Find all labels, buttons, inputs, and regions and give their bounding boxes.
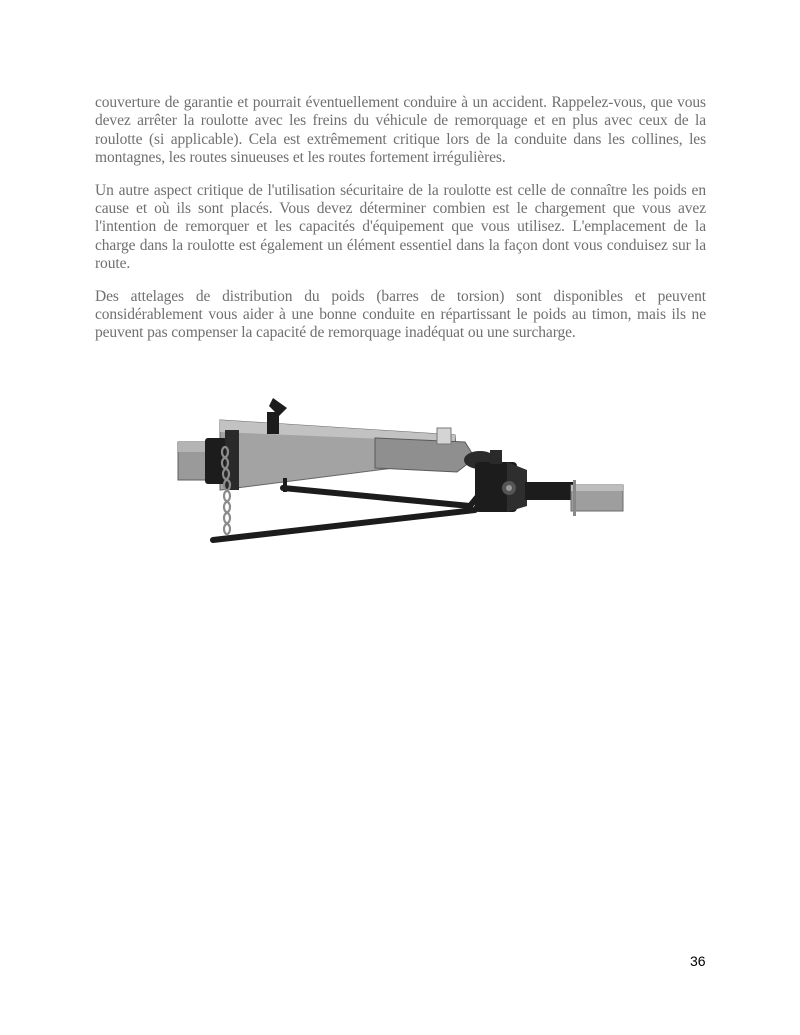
weight-distribution-hitch-icon bbox=[175, 390, 625, 550]
hitch-shank bbox=[525, 480, 623, 516]
paragraph-2: Un autre aspect critique de l'utilisation sécuritaire de la roulotte est celle de connaître les poids en cause et où ils sont placés. Vous devez déterminer combien est le chargement que vous avez l'intention de remorquer et les capacités d'équipement que vous utilisez. L'emplacement de la charge dans la roulotte est également un élément essentiel dans la façon dont vous conduisez sur la route. bbox=[95, 181, 706, 273]
paragraph-1: couverture de garantie et pourrait éventuellement conduire à un accident. Rappelez-vous, que vous devez arrêter la roulotte avec les freins du véhicule de remorquage et en plus avec ceux de la roulotte (si applicable). Cela est extrêmement critique lors de la conduite dans les collines, les montagnes, les routes sinueuses et les routes fortement irrégulières. bbox=[95, 94, 706, 167]
body-text bbox=[95, 94, 706, 357]
page-number: 36 bbox=[690, 953, 706, 969]
spring-bars bbox=[213, 478, 493, 540]
paragraph-3: Des attelages de distribution du poids (barres de torsion) sont disponibles et peuvent considérablement vous aider à une bonne conduite en répartissant le poids au timon, mais ils ne peuvent pas compenser la capacité de remorquage inadéquat ou une surcharge. bbox=[95, 287, 706, 342]
hitch-figure bbox=[175, 390, 625, 550]
